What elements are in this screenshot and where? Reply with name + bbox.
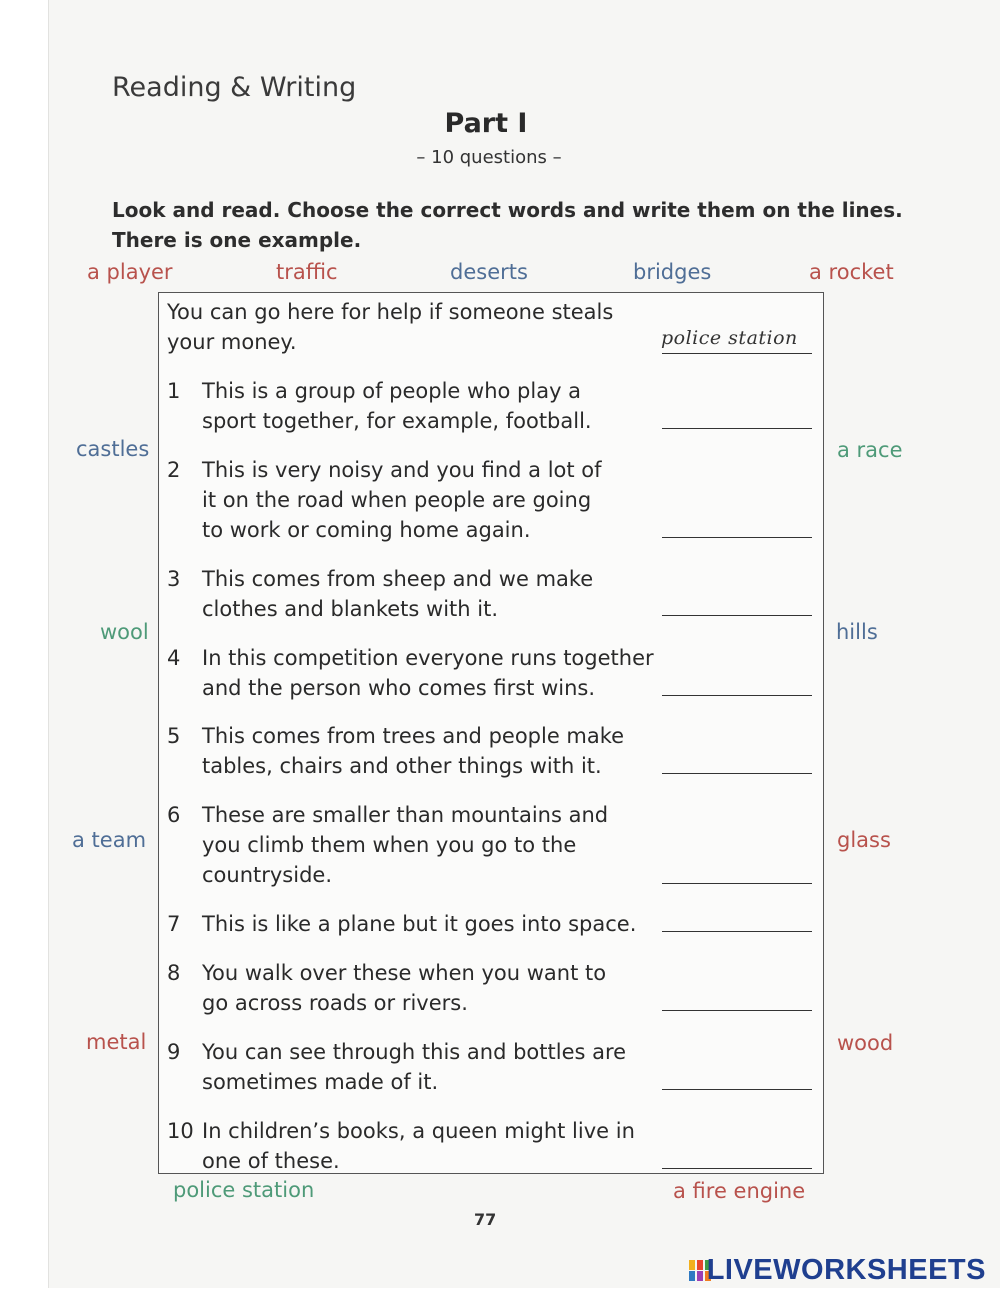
word-bank-item: a player [87, 260, 173, 284]
answer-line[interactable] [662, 1010, 812, 1011]
word-bank-item: metal [86, 1030, 147, 1054]
example-answer: police station [661, 327, 798, 349]
question-text: go across roads or rivers. [202, 991, 468, 1015]
instruction-line-2: There is one example. [112, 228, 362, 252]
answer-line [662, 353, 812, 354]
question-count: – 10 questions – [416, 147, 562, 168]
question-text: This comes from sheep and we make [202, 567, 594, 591]
question-number: 1 [167, 379, 181, 403]
word-bank-item: wool [100, 620, 149, 644]
question-text: You can see through this and bottles are [202, 1040, 627, 1064]
answer-line[interactable] [662, 1089, 812, 1090]
question-number: 3 [167, 567, 181, 591]
question-number: 9 [167, 1040, 181, 1064]
question-text: These are smaller than mountains and [202, 803, 609, 827]
question-number: 6 [167, 803, 181, 827]
word-bank-item: wood [837, 1031, 894, 1055]
word-bank-item: deserts [450, 260, 528, 284]
question-text: This is very noisy and you find a lot of [202, 458, 602, 482]
question-text: tables, chairs and other things with it. [202, 754, 602, 778]
word-bank-item: a team [72, 828, 147, 852]
question-text: sometimes made of it. [202, 1070, 439, 1094]
instruction-line-1: Look and read. Choose the correct words and write them on the lines. [112, 198, 903, 222]
word-bank-item: a rocket [809, 260, 894, 284]
question-text: you climb them when you go to the [202, 833, 577, 857]
question-text: This is a group of people who play a [202, 379, 582, 403]
word-bank-item: castles [76, 437, 150, 461]
question-text: countryside. [202, 863, 333, 887]
word-bank-item: glass [837, 828, 891, 852]
example-line-1: You can go here for help if someone steals [167, 300, 614, 324]
word-bank-item: a race [837, 438, 903, 462]
question-text: You walk over these when you want to [202, 961, 607, 985]
question-number: 5 [167, 724, 181, 748]
question-text: This comes from trees and people make [202, 724, 625, 748]
question-text: sport together, for example, football. [202, 409, 592, 433]
question-text: and the person who comes first wins. [202, 676, 596, 700]
question-number: 4 [167, 646, 181, 670]
word-bank-item: police station [173, 1178, 315, 1202]
word-bank-item: hills [836, 620, 878, 644]
answer-line[interactable] [662, 428, 812, 429]
question-box [158, 292, 824, 1174]
question-number: 8 [167, 961, 181, 985]
part-title: Part I [444, 108, 528, 139]
page-number: 77 [474, 1210, 497, 1229]
word-bank-item: a fire engine [673, 1179, 806, 1203]
answer-line[interactable] [662, 695, 812, 696]
question-text: to work or coming home again. [202, 518, 531, 542]
question-number: 2 [167, 458, 181, 482]
word-bank-item: traffic [276, 260, 338, 284]
question-number: 7 [167, 912, 181, 936]
word-bank-item: bridges [633, 260, 712, 284]
question-number: 10 [167, 1119, 194, 1143]
question-text: This is like a plane but it goes into space. [202, 912, 637, 936]
question-text: clothes and blankets with it. [202, 597, 498, 621]
question-text: one of these. [202, 1149, 340, 1173]
liveworksheets-brand: LIVEWORKSHEETS [706, 1254, 986, 1286]
answer-line[interactable] [662, 537, 812, 538]
example-line-2: your money. [167, 330, 297, 354]
section-title: Reading & Writing [112, 72, 357, 103]
answer-line[interactable] [662, 931, 812, 932]
question-text: In children’s books, a queen might live in [202, 1119, 635, 1143]
question-text: it on the road when people are going [202, 488, 592, 512]
answer-line[interactable] [662, 773, 812, 774]
answer-line[interactable] [662, 615, 812, 616]
answer-line[interactable] [662, 883, 812, 884]
question-text: In this competition everyone runs together [202, 646, 654, 670]
answer-line[interactable] [662, 1168, 812, 1169]
